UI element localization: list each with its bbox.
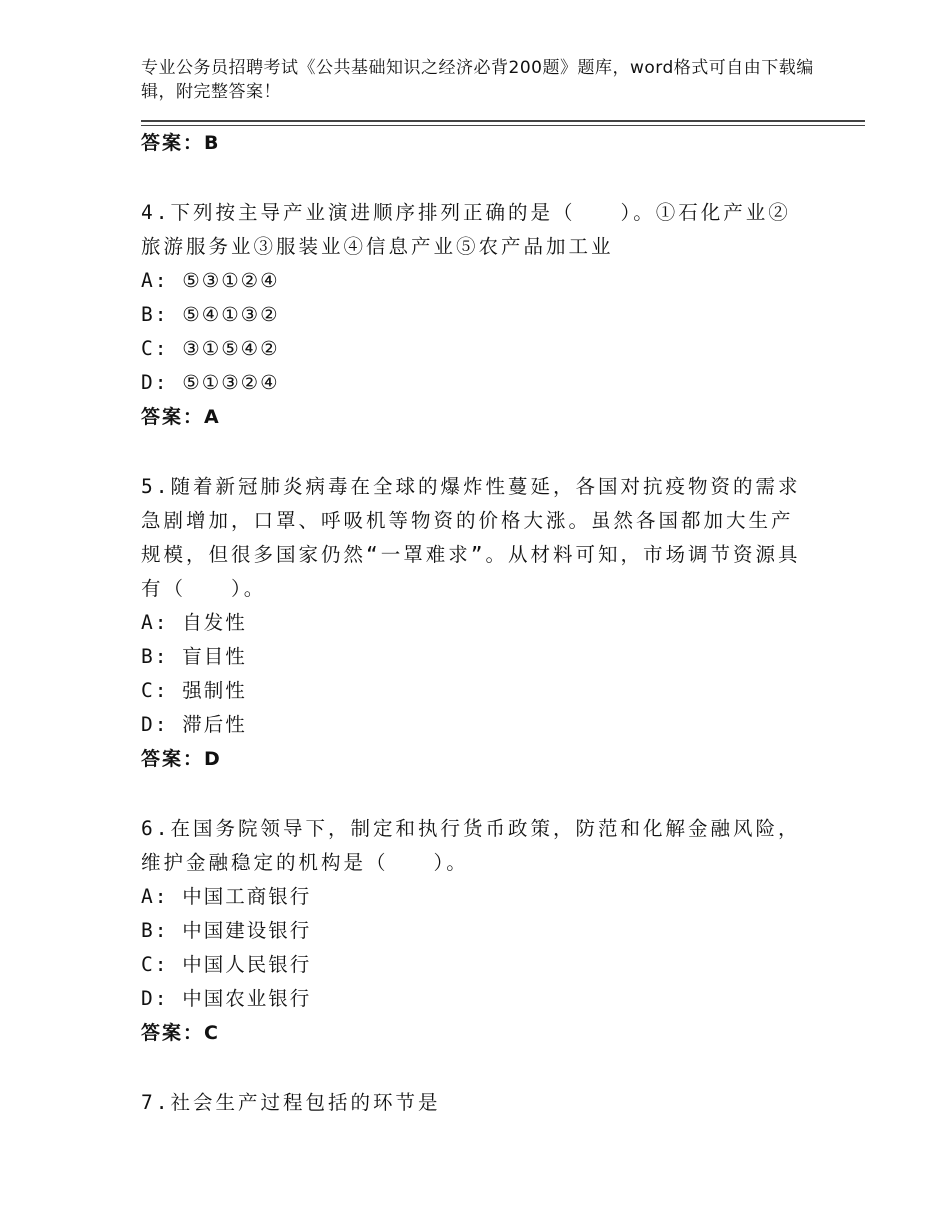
option-letter: D: bbox=[141, 987, 169, 1010]
answer-label: 答案： bbox=[141, 406, 205, 428]
spacer bbox=[141, 1050, 801, 1086]
option-letter: A: bbox=[141, 269, 169, 292]
option-text: ⑤③①②④ bbox=[182, 269, 280, 292]
option-text: 中国人民银行 bbox=[182, 953, 312, 976]
option-c bbox=[141, 948, 801, 982]
answer-label: 答案： bbox=[141, 748, 205, 770]
answer-line-q5 bbox=[141, 742, 801, 776]
question-text: 4.下列按主导产业演进顺序排列正确的是（ ）。①石化产业②旅游服务业③服装业④信息产业⑤农产品加工业 bbox=[141, 201, 791, 258]
option-a bbox=[141, 264, 801, 298]
header-divider-thick bbox=[141, 120, 865, 122]
question-text: 5.随着新冠肺炎病毒在全球的爆炸性蔓延，各国对抗疫物资的需求急剧增加，口罩、呼吸机等物资的价格大涨。虽然各国都加大生产规模，但很多国家仍然“一罩难求”。从材料可知，市场调节资源具有（ ）。 bbox=[141, 475, 801, 600]
option-c bbox=[141, 332, 801, 366]
answer-value: C bbox=[204, 1022, 218, 1044]
option-text: 滞后性 bbox=[182, 713, 247, 736]
answer-value: A bbox=[204, 406, 219, 428]
answer-line-q6 bbox=[141, 1016, 801, 1050]
option-text: 中国农业银行 bbox=[182, 987, 312, 1010]
question-6 bbox=[141, 812, 801, 1050]
answer-line-q3 bbox=[141, 126, 801, 160]
question-4 bbox=[141, 196, 801, 434]
answer-label: 答案： bbox=[141, 1022, 205, 1044]
option-letter: B: bbox=[141, 303, 169, 326]
option-c bbox=[141, 674, 801, 708]
spacer bbox=[141, 434, 801, 470]
answer-label: 答案： bbox=[141, 132, 205, 154]
option-d bbox=[141, 708, 801, 742]
option-letter: C: bbox=[141, 679, 169, 702]
option-text: 强制性 bbox=[182, 679, 247, 702]
option-text: 自发性 bbox=[182, 611, 247, 634]
spacer bbox=[141, 776, 801, 812]
question-text: 7.社会生产过程包括的环节是 bbox=[141, 1091, 441, 1114]
option-letter: A: bbox=[141, 885, 169, 908]
spacer bbox=[141, 160, 801, 196]
question-7 bbox=[141, 1086, 801, 1120]
option-d bbox=[141, 366, 801, 400]
question-list bbox=[141, 126, 801, 1120]
option-text: ⑤④①③② bbox=[182, 303, 280, 326]
option-letter: A: bbox=[141, 611, 169, 634]
option-letter: B: bbox=[141, 645, 169, 668]
option-letter: B: bbox=[141, 919, 169, 942]
option-b bbox=[141, 914, 801, 948]
option-b bbox=[141, 640, 801, 674]
header-text: 专业公务员招聘考试《公共基础知识之经济必背200题》题库，word格式可自由下载编辑，附完整答案！ bbox=[141, 58, 814, 102]
question-5 bbox=[141, 470, 801, 776]
option-d bbox=[141, 982, 801, 1016]
answer-line-q4 bbox=[141, 400, 801, 434]
option-b bbox=[141, 298, 801, 332]
answer-value: B bbox=[204, 132, 219, 154]
option-text: ③①⑤④② bbox=[182, 337, 280, 360]
document-header bbox=[141, 56, 821, 104]
answer-value: D bbox=[204, 748, 220, 770]
option-a bbox=[141, 606, 801, 640]
option-letter: C: bbox=[141, 953, 169, 976]
option-text: 中国工商银行 bbox=[182, 885, 312, 908]
option-letter: D: bbox=[141, 713, 169, 736]
option-text: 中国建设银行 bbox=[182, 919, 312, 942]
option-a bbox=[141, 880, 801, 914]
option-text: ⑤①③②④ bbox=[182, 371, 280, 394]
option-letter: D: bbox=[141, 371, 169, 394]
option-letter: C: bbox=[141, 337, 169, 360]
option-text: 盲目性 bbox=[182, 645, 247, 668]
question-text: 6.在国务院领导下，制定和执行货币政策，防范和化解金融风险，维护金融稳定的机构是（ ）。 bbox=[141, 817, 801, 874]
